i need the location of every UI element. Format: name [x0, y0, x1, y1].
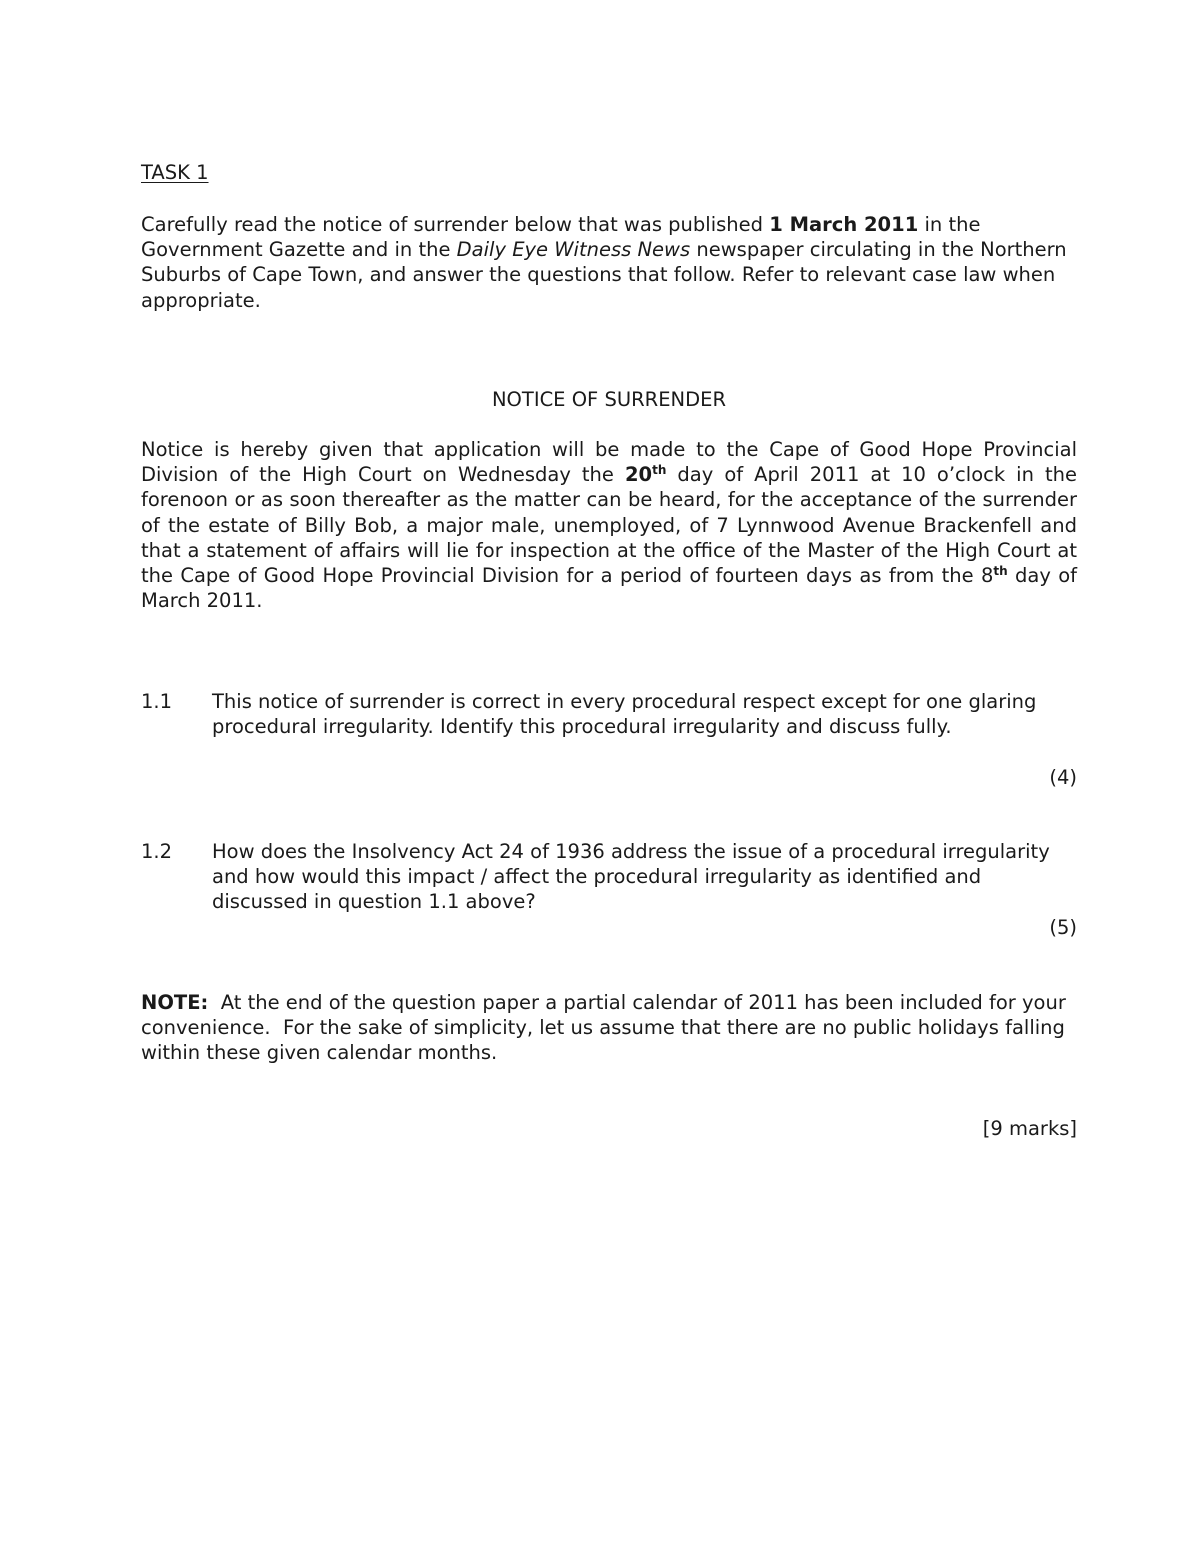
note-text: At the end of the question paper a partial calendar of 2011 has been included for your convenience. For the sake of simplicity, let us assume that there are no public holidays falling within these given calendar months.	[141, 991, 1073, 1065]
note-label: NOTE:	[141, 991, 209, 1014]
notice-text-2: day of April 2011 at 10 o’clock in the forenoon or as soon thereafter as the matter can be heard, for the acceptance of the surrender of the estate of Billy Bob, a major male, unemployed, of 7 Lynnwood Avenue Brackenfell and that a statement of affairs will lie for inspection at the office of the Master of the High Court at the Cape of Good Hope Provincial Division for a period of fourteen days as from the 8	[141, 463, 1077, 588]
question-marks: (4)	[1049, 766, 1077, 789]
intro-paragraph	[141, 212, 1077, 313]
newspaper-name: Daily Eye Witness News	[456, 238, 691, 262]
notice-text-1: Notice is hereby given that application will be made to the Cape of Good Hope Provincial Division of the High Court on Wednesday the	[141, 438, 1077, 487]
hearing-day-suffix: th	[652, 463, 667, 478]
intro-text-3: newspaper circulating in the Northern Suburbs of Cape Town, and answer the questions that follow. Refer to relevant case law when appropriate.	[141, 238, 1067, 312]
notice-heading: NOTICE OF SURRENDER	[491, 388, 727, 411]
publication-date: 1 March 2011	[769, 213, 919, 236]
notice-text-3: day of March 2011.	[141, 564, 1078, 613]
intro-text-2: in the Government Gazette and in the	[141, 213, 981, 262]
hearing-day: 20	[624, 463, 653, 487]
question-text: How does the Insolvency Act 24 of 1936 address the issue of a procedural irregularity and how would this impact / affect the procedural irregularity as identified and discussed in question 1.1 above?	[212, 840, 1050, 914]
question-marks: (5)	[1049, 916, 1077, 939]
notice-body	[141, 437, 1077, 613]
total-marks: [9 marks]	[982, 1117, 1077, 1140]
task-title: TASK 1	[141, 161, 209, 184]
inspection-day-suffix: th	[993, 564, 1008, 579]
question-number: 1.2	[141, 840, 173, 863]
note-paragraph	[141, 990, 1077, 1066]
question-text: This notice of surrender is correct in every procedural respect except for one glaring procedural irregularity. Identify this procedural irregularity and discuss fully.	[212, 690, 1037, 739]
intro-text-1: Carefully read the notice of surrender below that was published	[141, 213, 770, 236]
question-number: 1.1	[141, 690, 173, 713]
